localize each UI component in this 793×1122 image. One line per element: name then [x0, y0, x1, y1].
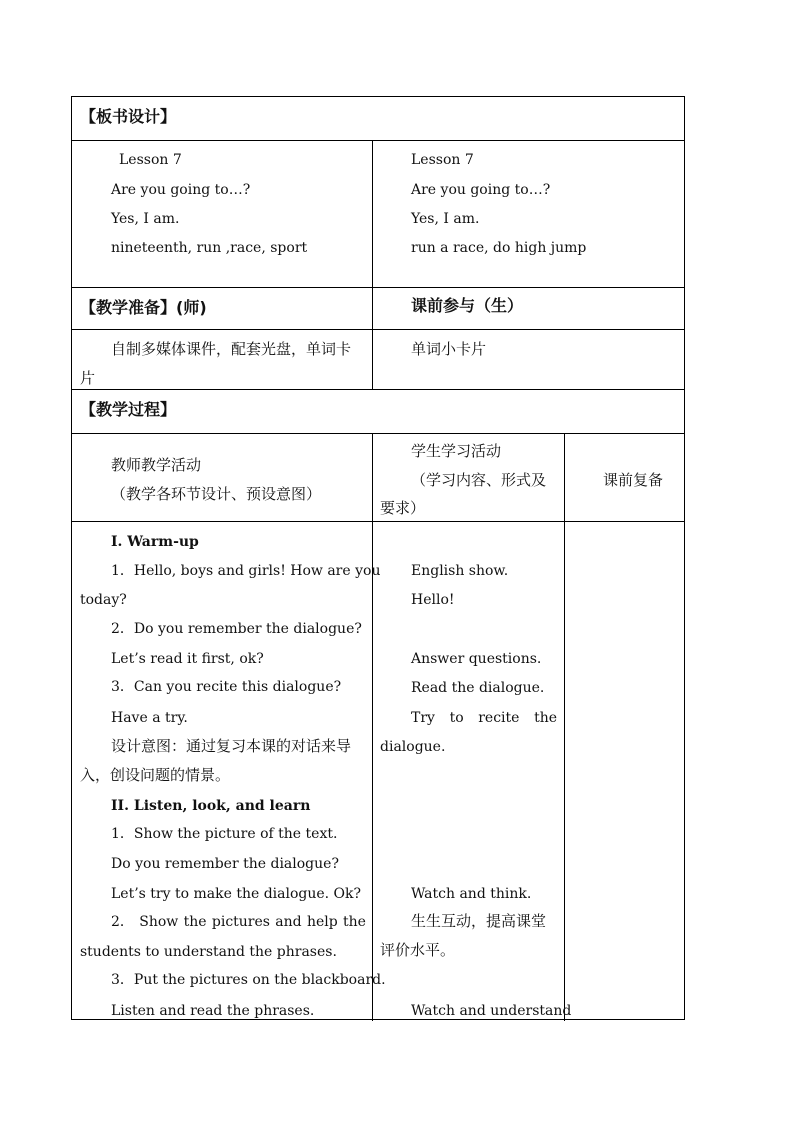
row-divider [72, 433, 684, 434]
word: the [183, 914, 207, 930]
student-step: Hello! [411, 592, 455, 608]
teacher-step: 3．Put the pictures on the blackboard. [111, 972, 386, 988]
teacher-prep-text-cont: 片 [80, 369, 96, 387]
listen-title: II. Listen, look, and learn [111, 798, 311, 814]
teacher-prep-text: 自制多媒体课件，配套光盘，单词卡 [111, 340, 352, 358]
row-divider [72, 389, 684, 390]
teacher-step: 1．Hello, boys and girls! How are you [111, 563, 381, 579]
teacher-step: today? [80, 592, 127, 608]
student-step: Watch and understand [411, 1003, 572, 1019]
teacher-step: 2．Do you remember the dialogue? [111, 621, 362, 637]
word: recite [478, 710, 520, 726]
board-right-line: Yes, I am. [411, 211, 480, 227]
student-activity-subheading: （学习内容、形式及 [411, 471, 547, 489]
word: to [449, 710, 464, 726]
teacher-prep-header: 【教学准备】(师) [80, 298, 207, 317]
word: the [343, 914, 366, 930]
lesson-plan-table [71, 96, 685, 1020]
student-step: Watch and think. [411, 886, 532, 902]
student-prep-header: 课前参与（生） [411, 296, 524, 315]
row-divider [72, 287, 684, 288]
board-right-line: Are you going to…? [411, 182, 551, 198]
board-left-line: Yes, I am. [111, 211, 180, 227]
row-divider [72, 521, 684, 522]
warmup-title: I. Warm-up [111, 534, 199, 550]
word: and [275, 914, 302, 930]
column-divider [564, 433, 565, 1021]
row-divider [72, 329, 684, 330]
word: help [306, 914, 338, 930]
board-left-line: Lesson 7 [119, 152, 182, 168]
revision-heading: 课前复备 [603, 471, 664, 489]
process-header: 【教学过程】 [80, 400, 177, 419]
student-step-justified [411, 708, 557, 728]
word: 2． [111, 914, 134, 930]
column-divider [372, 433, 373, 1021]
teacher-step: Let’s read it first, ok? [111, 651, 264, 667]
board-right-line: run a race, do high jump [411, 240, 587, 256]
teacher-step: Do you remember the dialogue? [111, 856, 339, 872]
teacher-step: Listen and read the phrases. [111, 1003, 315, 1019]
row-divider [72, 140, 684, 141]
board-left-line: nineteenth, run ,race, sport [111, 240, 308, 256]
word: Show [139, 914, 179, 930]
board-right-line: Lesson 7 [411, 152, 474, 168]
student-step: 生生互动，提高课堂 [411, 912, 547, 930]
teacher-activity-heading: 教师教学活动 [111, 456, 202, 474]
teacher-step: 1．Show the picture of the text. [111, 826, 338, 842]
student-step: Read the dialogue. [411, 680, 545, 696]
word: pictures [211, 914, 270, 930]
design-intent: 设计意图：通过复习本课的对话来导 [111, 737, 352, 755]
teacher-step: students to understand the phrases. [80, 944, 337, 960]
student-step: English show. [411, 563, 509, 579]
teacher-step: 3．Can you recite this dialogue? [111, 679, 342, 695]
teacher-step: Have a try. [111, 710, 188, 726]
student-step: Answer questions. [411, 651, 542, 667]
student-step: 评价水平。 [380, 941, 456, 959]
student-prep-text: 单词小卡片 [411, 340, 487, 358]
board-design-header: 【板书设计】 [80, 107, 177, 126]
board-left-line: Are you going to…? [111, 182, 251, 198]
column-divider [372, 140, 373, 389]
teacher-step: Let’s try to make the dialogue. Ok? [111, 886, 362, 902]
student-activity-heading: 学生学习活动 [411, 442, 502, 460]
teacher-step-justified [111, 912, 366, 932]
design-intent-cont: 入，创设问题的情景。 [80, 766, 231, 784]
word: Try [411, 710, 435, 726]
word: the [534, 710, 557, 726]
student-activity-subheading-cont: 要求） [380, 499, 426, 517]
student-step: dialogue. [380, 739, 446, 755]
teacher-activity-subheading: （教学各环节设计、预设意图） [111, 485, 322, 503]
